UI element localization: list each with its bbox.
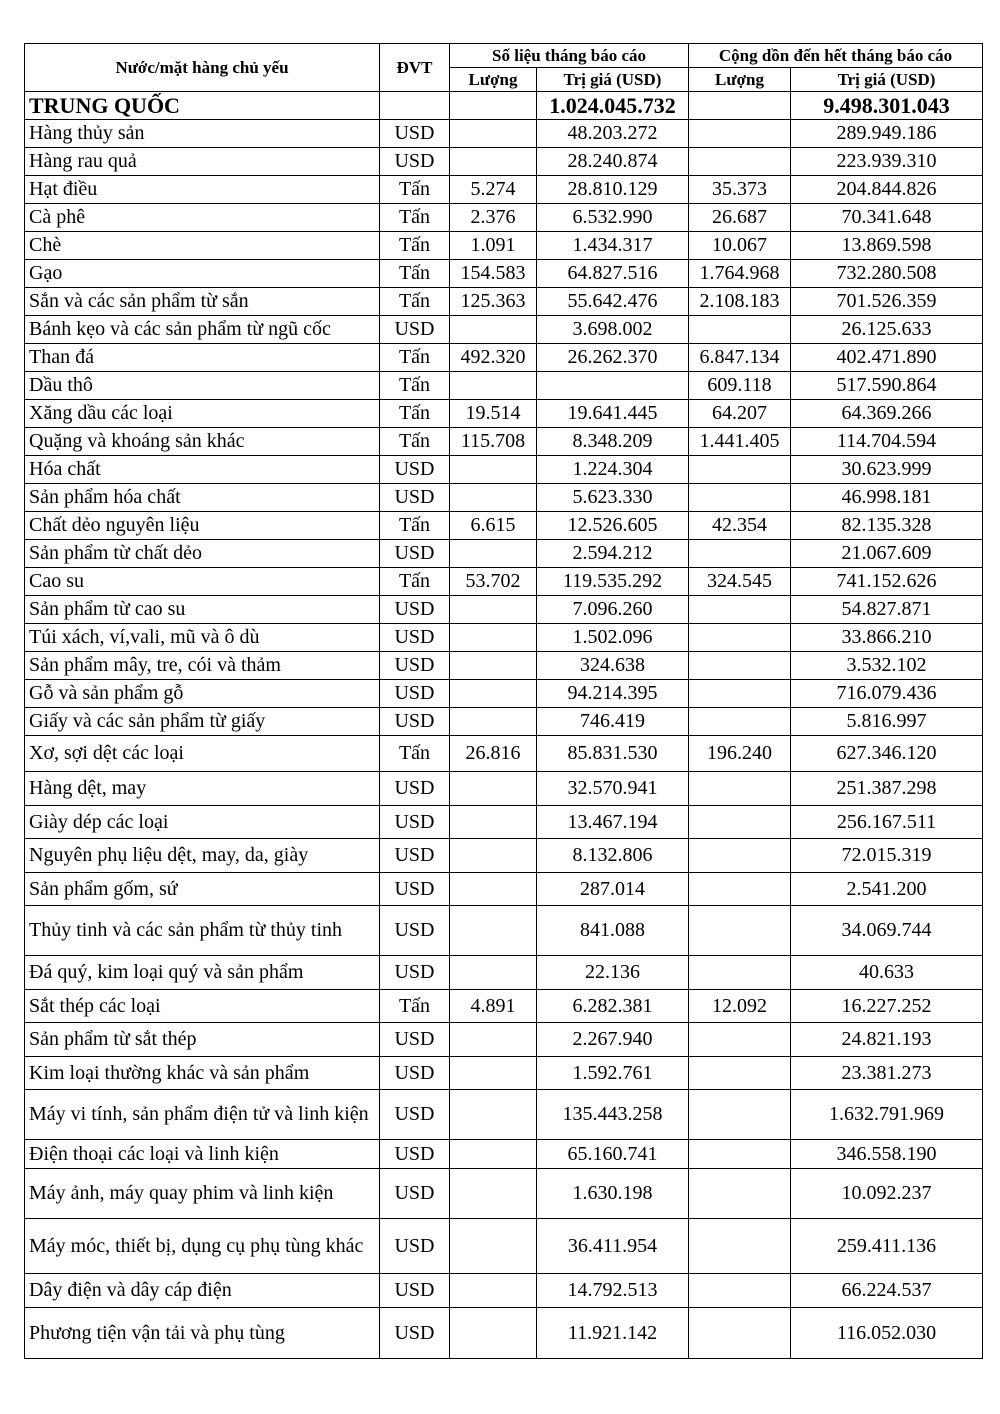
item-unit: USD — [380, 1023, 450, 1057]
item-name: Gỗ và sản phẩm gỗ — [25, 680, 380, 708]
item-name: Chè — [25, 232, 380, 260]
item-unit: Tấn — [380, 288, 450, 316]
item-value: 5.623.330 — [537, 484, 689, 512]
item-qty — [450, 148, 537, 176]
item-qty — [450, 1219, 537, 1274]
item-cum-qty — [689, 680, 791, 708]
item-name: Cà phê — [25, 204, 380, 232]
item-qty — [450, 120, 537, 148]
item-cum-qty — [689, 1308, 791, 1359]
country-unit — [380, 92, 450, 120]
item-name: Dây điện và dây cáp điện — [25, 1274, 380, 1308]
item-qty: 2.376 — [450, 204, 537, 232]
item-cum-qty — [689, 806, 791, 839]
item-name: Dầu thô — [25, 372, 380, 400]
item-name: Cao su — [25, 568, 380, 596]
header-month-group: Số liệu tháng báo cáo — [450, 44, 689, 68]
item-unit: Tấn — [380, 568, 450, 596]
item-value: 1.224.304 — [537, 456, 689, 484]
table-row — [25, 260, 983, 288]
table-row — [25, 120, 983, 148]
item-name: Sản phẩm hóa chất — [25, 484, 380, 512]
item-cum-value: 34.069.744 — [791, 906, 983, 956]
item-cum-qty — [689, 1090, 791, 1140]
item-cum-qty — [689, 906, 791, 956]
item-qty — [450, 1140, 537, 1169]
table-row — [25, 1169, 983, 1219]
item-cum-qty — [689, 596, 791, 624]
item-cum-value: 82.135.328 — [791, 512, 983, 540]
table-row — [25, 596, 983, 624]
item-qty — [450, 906, 537, 956]
item-value: 14.792.513 — [537, 1274, 689, 1308]
item-value: 12.526.605 — [537, 512, 689, 540]
header-unit: ĐVT — [380, 44, 450, 92]
item-cum-value: 64.369.266 — [791, 400, 983, 428]
item-qty — [450, 1308, 537, 1359]
item-qty: 125.363 — [450, 288, 537, 316]
header-value: Trị giá (USD) — [537, 68, 689, 92]
item-qty — [450, 708, 537, 736]
item-name: Sản phẩm từ cao su — [25, 596, 380, 624]
item-name: Hàng dệt, may — [25, 772, 380, 806]
table-row — [25, 956, 983, 990]
item-cum-qty — [689, 772, 791, 806]
item-unit: USD — [380, 652, 450, 680]
item-value: 32.570.941 — [537, 772, 689, 806]
item-unit: USD — [380, 316, 450, 344]
item-cum-qty — [689, 1169, 791, 1219]
item-name: Túi xách, ví,vali, mũ và ô dù — [25, 624, 380, 652]
item-qty — [450, 956, 537, 990]
item-unit: USD — [380, 906, 450, 956]
item-cum-value: 33.866.210 — [791, 624, 983, 652]
item-qty — [450, 624, 537, 652]
item-unit: USD — [380, 456, 450, 484]
table-row — [25, 176, 983, 204]
item-name: Máy vi tính, sản phẩm điện tử và linh kiện — [25, 1090, 380, 1140]
header-cum-value: Trị giá (USD) — [791, 68, 983, 92]
item-cum-qty — [689, 1057, 791, 1090]
item-name: Gạo — [25, 260, 380, 288]
item-unit: USD — [380, 1308, 450, 1359]
item-cum-value: 72.015.319 — [791, 839, 983, 873]
item-cum-value: 10.092.237 — [791, 1169, 983, 1219]
item-cum-value: 70.341.648 — [791, 204, 983, 232]
item-qty — [450, 772, 537, 806]
item-qty — [450, 1057, 537, 1090]
item-unit: USD — [380, 839, 450, 873]
item-cum-qty: 10.067 — [689, 232, 791, 260]
country-name: TRUNG QUỐC — [25, 92, 380, 120]
item-unit: USD — [380, 708, 450, 736]
table-row — [25, 772, 983, 806]
item-name: Quặng và khoáng sản khác — [25, 428, 380, 456]
item-unit: Tấn — [380, 512, 450, 540]
item-cum-value: 5.816.997 — [791, 708, 983, 736]
item-qty: 115.708 — [450, 428, 537, 456]
item-value: 8.132.806 — [537, 839, 689, 873]
item-unit: Tấn — [380, 176, 450, 204]
item-name: Than đá — [25, 344, 380, 372]
header-cum-qty: Lượng — [689, 68, 791, 92]
country-row — [25, 92, 983, 120]
item-cum-value: 16.227.252 — [791, 990, 983, 1023]
item-value: 36.411.954 — [537, 1219, 689, 1274]
item-cum-qty: 324.545 — [689, 568, 791, 596]
item-name: Sản phẩm từ sắt thép — [25, 1023, 380, 1057]
item-value: 1.592.761 — [537, 1057, 689, 1090]
item-cum-value: 701.526.359 — [791, 288, 983, 316]
table-row — [25, 428, 983, 456]
table-row — [25, 1023, 983, 1057]
table-row — [25, 680, 983, 708]
item-name: Hàng rau quả — [25, 148, 380, 176]
item-cum-value: 26.125.633 — [791, 316, 983, 344]
item-qty — [450, 1090, 537, 1140]
item-unit: USD — [380, 873, 450, 906]
item-unit: USD — [380, 484, 450, 512]
item-cum-qty: 35.373 — [689, 176, 791, 204]
table-row — [25, 652, 983, 680]
item-name: Xơ, sợi dệt các loại — [25, 736, 380, 772]
item-qty — [450, 1169, 537, 1219]
item-qty: 4.891 — [450, 990, 537, 1023]
item-cum-value: 223.939.310 — [791, 148, 983, 176]
item-value: 55.642.476 — [537, 288, 689, 316]
item-cum-qty: 196.240 — [689, 736, 791, 772]
item-cum-value: 259.411.136 — [791, 1219, 983, 1274]
item-qty: 5.274 — [450, 176, 537, 204]
item-cum-value: 256.167.511 — [791, 806, 983, 839]
item-value: 324.638 — [537, 652, 689, 680]
header-item: Nước/mặt hàng chủ yếu — [25, 44, 380, 92]
item-cum-value: 346.558.190 — [791, 1140, 983, 1169]
table-row — [25, 806, 983, 839]
item-value: 6.282.381 — [537, 990, 689, 1023]
item-unit: USD — [380, 120, 450, 148]
item-value: 1.434.317 — [537, 232, 689, 260]
item-cum-qty — [689, 540, 791, 568]
item-name: Sắt thép các loại — [25, 990, 380, 1023]
table-row — [25, 1057, 983, 1090]
item-value: 1.630.198 — [537, 1169, 689, 1219]
item-value: 1.502.096 — [537, 624, 689, 652]
item-name: Giấy và các sản phẩm từ giấy — [25, 708, 380, 736]
table-row — [25, 873, 983, 906]
table-row — [25, 400, 983, 428]
table-row — [25, 344, 983, 372]
item-cum-qty — [689, 839, 791, 873]
item-cum-value: 251.387.298 — [791, 772, 983, 806]
item-unit: USD — [380, 1219, 450, 1274]
item-cum-qty — [689, 873, 791, 906]
item-cum-qty — [689, 456, 791, 484]
item-cum-qty: 2.108.183 — [689, 288, 791, 316]
item-name: Đá quý, kim loại quý và sản phẩm — [25, 956, 380, 990]
item-unit: Tấn — [380, 400, 450, 428]
item-value: 19.641.445 — [537, 400, 689, 428]
item-qty — [450, 839, 537, 873]
item-value: 8.348.209 — [537, 428, 689, 456]
item-name: Hóa chất — [25, 456, 380, 484]
table-row — [25, 456, 983, 484]
item-qty — [450, 806, 537, 839]
item-name: Thủy tinh và các sản phẩm từ thủy tinh — [25, 906, 380, 956]
country-qty — [450, 92, 537, 120]
item-unit: USD — [380, 540, 450, 568]
country-cum-value: 9.498.301.043 — [791, 92, 983, 120]
item-qty: 26.816 — [450, 736, 537, 772]
item-cum-value: 741.152.626 — [791, 568, 983, 596]
item-value: 287.014 — [537, 873, 689, 906]
item-name: Điện thoại các loại và linh kiện — [25, 1140, 380, 1169]
item-cum-value: 21.067.609 — [791, 540, 983, 568]
item-cum-value: 3.532.102 — [791, 652, 983, 680]
item-cum-value: 1.632.791.969 — [791, 1090, 983, 1140]
item-cum-qty: 42.354 — [689, 512, 791, 540]
item-value: 28.810.129 — [537, 176, 689, 204]
item-value: 28.240.874 — [537, 148, 689, 176]
item-value: 135.443.258 — [537, 1090, 689, 1140]
item-qty — [450, 1274, 537, 1308]
item-cum-qty — [689, 1274, 791, 1308]
item-qty — [450, 680, 537, 708]
header-cumulative-group: Cộng dồn đến hết tháng báo cáo — [689, 44, 983, 68]
item-value: 13.467.194 — [537, 806, 689, 839]
item-cum-qty: 6.847.134 — [689, 344, 791, 372]
table-row — [25, 990, 983, 1023]
item-value: 22.136 — [537, 956, 689, 990]
item-unit: USD — [380, 624, 450, 652]
item-value: 2.267.940 — [537, 1023, 689, 1057]
table-row — [25, 839, 983, 873]
item-unit: Tấn — [380, 344, 450, 372]
item-unit: Tấn — [380, 204, 450, 232]
item-value: 2.594.212 — [537, 540, 689, 568]
item-cum-value: 627.346.120 — [791, 736, 983, 772]
item-cum-value: 66.224.537 — [791, 1274, 983, 1308]
item-value: 7.096.260 — [537, 596, 689, 624]
item-cum-value: 2.541.200 — [791, 873, 983, 906]
item-unit: Tấn — [380, 736, 450, 772]
item-qty: 19.514 — [450, 400, 537, 428]
item-value: 94.214.395 — [537, 680, 689, 708]
item-cum-qty — [689, 1023, 791, 1057]
item-unit: USD — [380, 148, 450, 176]
table-row — [25, 1090, 983, 1140]
item-value: 64.827.516 — [537, 260, 689, 288]
table-row — [25, 1308, 983, 1359]
trade-table — [24, 43, 983, 1359]
item-qty — [450, 372, 537, 400]
item-name: Máy móc, thiết bị, dụng cụ phụ tùng khác — [25, 1219, 380, 1274]
item-qty — [450, 540, 537, 568]
item-unit: USD — [380, 772, 450, 806]
item-cum-value: 204.844.826 — [791, 176, 983, 204]
item-value: 6.532.990 — [537, 204, 689, 232]
item-value: 11.921.142 — [537, 1308, 689, 1359]
item-cum-qty: 26.687 — [689, 204, 791, 232]
item-value: 3.698.002 — [537, 316, 689, 344]
item-unit: USD — [380, 1274, 450, 1308]
item-qty — [450, 652, 537, 680]
item-name: Xăng dầu các loại — [25, 400, 380, 428]
item-cum-qty — [689, 148, 791, 176]
item-cum-qty: 12.092 — [689, 990, 791, 1023]
country-cum-qty — [689, 92, 791, 120]
item-cum-qty — [689, 1219, 791, 1274]
item-name: Sản phẩm mây, tre, cói và thảm — [25, 652, 380, 680]
item-unit: USD — [380, 680, 450, 708]
item-qty: 154.583 — [450, 260, 537, 288]
item-name: Giày dép các loại — [25, 806, 380, 839]
item-cum-value: 716.079.436 — [791, 680, 983, 708]
table-row — [25, 148, 983, 176]
item-unit: Tấn — [380, 428, 450, 456]
item-name: Máy ảnh, máy quay phim và linh kiện — [25, 1169, 380, 1219]
item-qty — [450, 316, 537, 344]
item-cum-qty — [689, 652, 791, 680]
item-unit: USD — [380, 596, 450, 624]
item-qty — [450, 1023, 537, 1057]
item-name: Sản phẩm gốm, sứ — [25, 873, 380, 906]
item-unit: USD — [380, 1140, 450, 1169]
item-qty — [450, 596, 537, 624]
item-name: Kim loại thường khác và sản phẩm — [25, 1057, 380, 1090]
table-row — [25, 624, 983, 652]
item-unit: Tấn — [380, 372, 450, 400]
item-cum-value: 114.704.594 — [791, 428, 983, 456]
item-cum-value: 732.280.508 — [791, 260, 983, 288]
item-cum-value: 23.381.273 — [791, 1057, 983, 1090]
table-row — [25, 204, 983, 232]
item-cum-qty — [689, 708, 791, 736]
item-cum-qty: 1.441.405 — [689, 428, 791, 456]
table-row — [25, 372, 983, 400]
item-name: Bánh kẹo và các sản phẩm từ ngũ cốc — [25, 316, 380, 344]
item-name: Hạt điều — [25, 176, 380, 204]
item-unit: USD — [380, 1169, 450, 1219]
table-row — [25, 906, 983, 956]
item-cum-value: 517.590.864 — [791, 372, 983, 400]
table-row — [25, 512, 983, 540]
item-name: Sản phẩm từ chất dẻo — [25, 540, 380, 568]
item-value: 48.203.272 — [537, 120, 689, 148]
item-value: 26.262.370 — [537, 344, 689, 372]
item-value: 746.419 — [537, 708, 689, 736]
item-cum-qty: 64.207 — [689, 400, 791, 428]
item-cum-qty — [689, 1140, 791, 1169]
table-row — [25, 316, 983, 344]
item-cum-qty: 609.118 — [689, 372, 791, 400]
item-name: Nguyên phụ liệu dệt, may, da, giày — [25, 839, 380, 873]
item-cum-value: 54.827.871 — [791, 596, 983, 624]
item-cum-qty — [689, 484, 791, 512]
item-cum-value: 46.998.181 — [791, 484, 983, 512]
item-qty: 53.702 — [450, 568, 537, 596]
item-cum-qty — [689, 624, 791, 652]
item-cum-value: 30.623.999 — [791, 456, 983, 484]
item-cum-value: 402.471.890 — [791, 344, 983, 372]
item-cum-value: 116.052.030 — [791, 1308, 983, 1359]
item-value: 65.160.741 — [537, 1140, 689, 1169]
item-value: 841.088 — [537, 906, 689, 956]
item-cum-qty: 1.764.968 — [689, 260, 791, 288]
table-row — [25, 568, 983, 596]
country-value: 1.024.045.732 — [537, 92, 689, 120]
item-cum-qty — [689, 316, 791, 344]
header-qty: Lượng — [450, 68, 537, 92]
item-qty: 492.320 — [450, 344, 537, 372]
item-value: 119.535.292 — [537, 568, 689, 596]
item-cum-value: 40.633 — [791, 956, 983, 990]
item-name: Sắn và các sản phẩm từ sắn — [25, 288, 380, 316]
table-row — [25, 232, 983, 260]
item-unit: USD — [380, 956, 450, 990]
item-qty — [450, 484, 537, 512]
table-row — [25, 1219, 983, 1274]
item-name: Phương tiện vận tải và phụ tùng — [25, 1308, 380, 1359]
table-row — [25, 736, 983, 772]
item-unit: Tấn — [380, 260, 450, 288]
item-name: Chất dẻo nguyên liệu — [25, 512, 380, 540]
table-row — [25, 708, 983, 736]
table-row — [25, 1274, 983, 1308]
table-row — [25, 1140, 983, 1169]
table-row — [25, 288, 983, 316]
item-unit: USD — [380, 1090, 450, 1140]
item-qty — [450, 873, 537, 906]
item-unit: USD — [380, 806, 450, 839]
item-qty — [450, 456, 537, 484]
item-value — [537, 372, 689, 400]
item-value: 85.831.530 — [537, 736, 689, 772]
item-cum-value: 289.949.186 — [791, 120, 983, 148]
item-unit: Tấn — [380, 990, 450, 1023]
item-cum-value: 24.821.193 — [791, 1023, 983, 1057]
item-qty: 6.615 — [450, 512, 537, 540]
item-unit: USD — [380, 1057, 450, 1090]
item-cum-qty — [689, 956, 791, 990]
item-name: Hàng thủy sản — [25, 120, 380, 148]
item-cum-qty — [689, 120, 791, 148]
item-cum-value: 13.869.598 — [791, 232, 983, 260]
item-unit: Tấn — [380, 232, 450, 260]
table-row — [25, 540, 983, 568]
item-qty: 1.091 — [450, 232, 537, 260]
table-row — [25, 484, 983, 512]
